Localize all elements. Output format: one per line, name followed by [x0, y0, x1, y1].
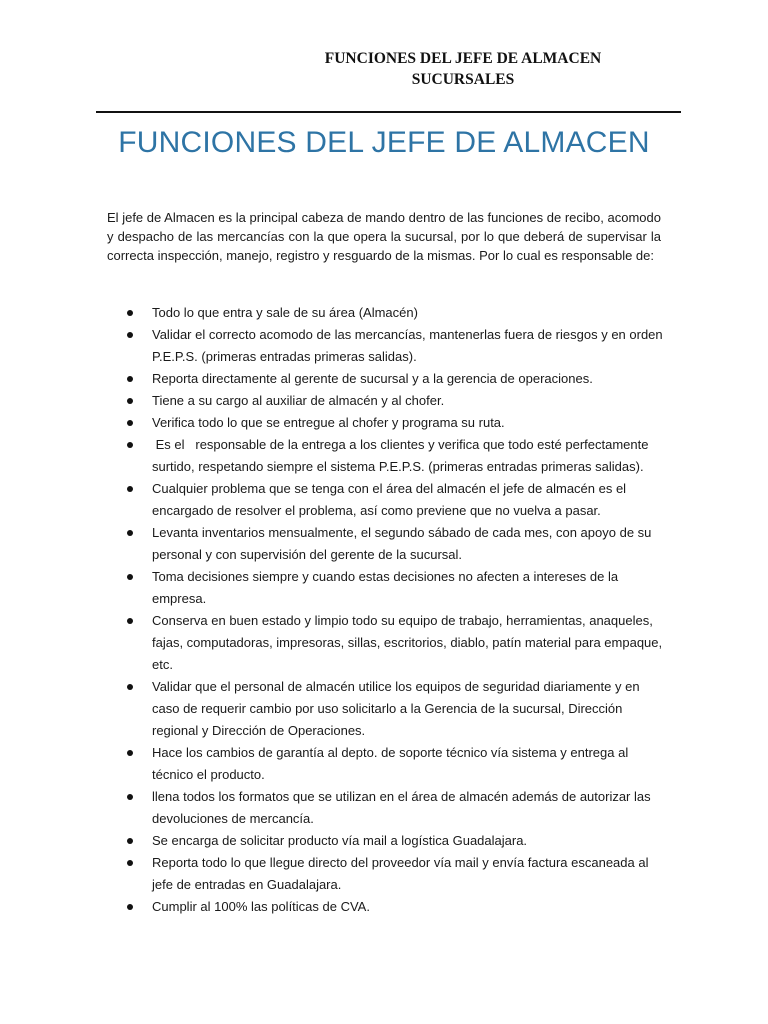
list-item-text: Es el responsable de la entrega a los clientes y verifica que todo esté perfectamente surtido, respetando siempre el sistema P.E.P.S. (primeras entradas primeras salidas). [152, 437, 653, 474]
list-item-text: Verifica todo lo que se entregue al chofer y programa su ruta. [152, 415, 505, 430]
bullet-icon [127, 376, 133, 382]
bullet-icon [127, 310, 133, 316]
intro-paragraph: El jefe de Almacen es la principal cabeza de mando dentro de las funciones de recibo, acomodo y despacho de las mercancías con la que opera la sucursal, por lo que deberá de supervisar la correcta inspección, manejo, registro y resguardo de la mismas. Por lo cual es responsable de: [107, 210, 661, 263]
bullet-icon [127, 838, 133, 844]
header-divider [96, 111, 681, 113]
list-item [107, 896, 667, 918]
bullet-icon [127, 486, 133, 492]
bullet-icon [127, 442, 133, 448]
list-item-text: Levanta inventarios mensualmente, el segundo sábado de cada mes, con apoyo de su personal y con supervisión del gerente de la sucursal. [152, 525, 652, 562]
bullet-icon [127, 860, 133, 866]
bullet-icon [127, 574, 133, 580]
bullet-icon [127, 420, 133, 426]
list-item [107, 390, 667, 412]
bullet-icon [127, 904, 133, 910]
document-title: FUNCIONES DEL JEFE DE ALMACEN [118, 126, 650, 159]
list-item [107, 302, 667, 324]
list-item [107, 566, 667, 610]
list-item-text: llena todos los formatos que se utilizan en el área de almacén además de autorizar las devoluciones de mercancía. [152, 789, 651, 826]
list-item-text: Conserva en buen estado y limpio todo su equipo de trabajo, herramientas, anaqueles, fajas, computadoras, impresoras, sillas, escritorios, diablo, patín material para empaque, etc. [152, 613, 663, 672]
bullet-icon [127, 750, 133, 756]
page-header [0, 48, 768, 90]
list-item [107, 368, 667, 390]
list-item-text: Todo lo que entra y sale de su área (Almacén) [152, 305, 418, 320]
list-item [107, 742, 667, 786]
list-item [107, 412, 667, 434]
list-item [107, 522, 667, 566]
list-item-text: Tiene a su cargo al auxiliar de almacén y al chofer. [152, 393, 445, 408]
bullet-icon [127, 530, 133, 536]
list-item-text: Toma decisiones siempre y cuando estas decisiones no afecten a intereses de la empresa. [152, 569, 619, 606]
list-item [107, 852, 667, 896]
bullet-icon [127, 618, 133, 624]
header-subtitle: SUCURSALES [411, 71, 515, 88]
list-item [107, 676, 667, 742]
list-item-text: Hace los cambios de garantía al depto. de soporte técnico vía sistema y entrega al técnico el producto. [152, 745, 629, 782]
list-item [107, 786, 667, 830]
list-item-text: Cumplir al 100% las políticas de CVA. [152, 899, 370, 914]
list-item-text: Reporta directamente al gerente de sucursal y a la gerencia de operaciones. [152, 371, 593, 386]
responsibilities-list [107, 302, 667, 918]
list-item-text: Se encarga de solicitar producto vía mail a logística Guadalajara. [152, 833, 528, 848]
list-item [107, 434, 667, 478]
list-item [107, 478, 667, 522]
list-item-text: Validar el correcto acomodo de las mercancías, mantenerlas fuera de riesgos y en orden P.E.P.S. (primeras entradas primeras salidas). [152, 327, 663, 364]
bullet-icon [127, 684, 133, 690]
list-item [107, 610, 667, 676]
list-item [107, 324, 667, 368]
list-item [107, 830, 667, 852]
header-title: FUNCIONES DEL JEFE DE ALMACEN [324, 50, 602, 67]
list-item-text: Cualquier problema que se tenga con el área del almacén el jefe de almacén es el encargado de resolver el problema, así como previene que no vuelva a pasar. [152, 481, 627, 518]
bullet-icon [127, 794, 133, 800]
bullet-icon [127, 398, 133, 404]
list-item-text: Reporta todo lo que llegue directo del proveedor vía mail y envía factura escaneada al jefe de entradas en Guadalajara. [152, 855, 649, 892]
bullet-icon [127, 332, 133, 338]
list-item-text: Validar que el personal de almacén utilice los equipos de seguridad diariamente y en caso de requerir cambio por uso solicitarlo a la Gerencia de la sucursal, Dirección regional y Dirección de Operaciones. [152, 679, 640, 738]
